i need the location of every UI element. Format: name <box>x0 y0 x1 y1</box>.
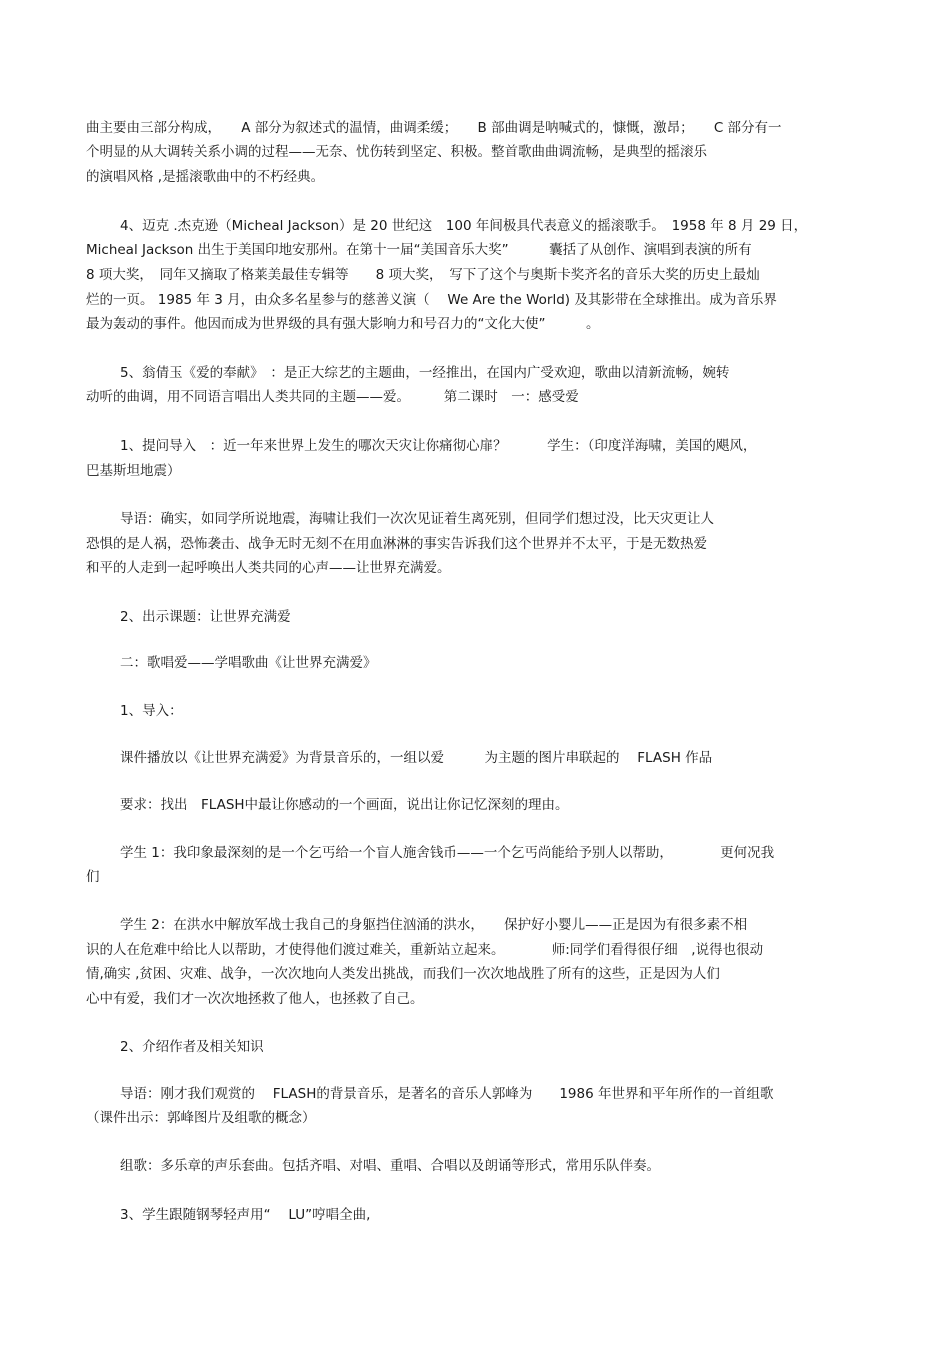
text-line: 动听的曲调，用不同语言唱出人类共同的主题——爱。 第二课时 一：感受爱 <box>86 389 579 405</box>
text-line: 的演唱风格 ,是摇滚歌曲中的不朽经典。 <box>86 169 325 185</box>
text-line: 1、提问导入 ：近一年来世界上发生的哪次天灾让你痛彻心扉？ 学生：（印度洋海啸，美国的飓风， <box>120 438 757 454</box>
text-line: 们 <box>86 869 100 885</box>
text-line: 8 项大奖， 同年又摘取了格莱美最佳专辑等 8 项大奖， 写下了这个与奥斯卡奖齐名的音乐大奖的历史上最灿 <box>86 267 760 283</box>
text-line: 学生 1：我印象最深刻的是一个乞丐给一个盲人施舍钱币——一个乞丐尚能给予别人以帮助， 更何况我 <box>120 845 775 861</box>
text-line: 导语：确实，如同学所说地震，海啸让我们一次次见证着生离死别，但同学们想过没，比天灾更让人 <box>120 511 714 527</box>
text-line: Micheal Jackson 出生于美国印地安那州。在第十一届“美国音乐大奖” 囊括了从创作、演唱到表演的所有 <box>86 242 752 258</box>
text-line: 曲主要由三部分构成， A 部分为叙述式的温情，曲调柔缓； B 部曲调是呐喊式的，慷慨，激昂； C 部分有一 <box>86 120 782 136</box>
text-line: 2、出示课题：让世界充满爱 <box>120 609 291 625</box>
text-line: 组歌：多乐章的声乐套曲。包括齐唱、对唱、重唱、合唱以及朗诵等形式，常用乐队伴奏。 <box>120 1158 660 1174</box>
text-line: 4、迈克 .杰克逊（Micheal Jackson）是 20 世纪这 100 年间极具代表意义的摇滚歌手。 1958 年 8 月 29 日， <box>120 218 808 234</box>
text-line: 学生 2：在洪水中解放军战士我自己的身躯挡住汹涌的洪水， 保护好小婴儿——正是因为有很多素不相 <box>120 917 748 933</box>
text-line: 3、学生跟随钢琴轻声用“ LU”哼唱全曲, <box>120 1207 371 1223</box>
text-line: 导语：刚才我们观赏的 FLASH的背景音乐，是著名的音乐人郭峰为 1986 年世界和平年所作的一首组歌 <box>120 1086 774 1102</box>
text-line: 课件播放以《让世界充满爱》为背景音乐的，一组以爱 为主题的图片串联起的 FLASH 作品 <box>120 750 713 766</box>
text-line: 1、导入： <box>120 703 183 719</box>
text-line: 5、翁倩玉《爱的奉献》 ：是正大综艺的主题曲，一经推出，在国内广受欢迎，歌曲以清新流畅，婉转 <box>120 365 730 381</box>
text-line: 心中有爱，我们才一次次地拯救了他人，也拯救了自己。 <box>86 991 424 1007</box>
text-line: 烂的一页。 1985 年 3 月，由众多名星参与的慈善义演（ We Are the World) 及其影带在全球推出。成为音乐界 <box>86 292 777 308</box>
text-line: 二：歌唱爱——学唱歌曲《让世界充满爱》 <box>120 655 377 671</box>
text-line: 识的人在危难中给比人以帮助，才使得他们渡过难关，重新站立起来。 师:同学们看得很仔细 ,说得也很动 <box>86 942 764 958</box>
text-line: 巴基斯坦地震） <box>86 463 181 479</box>
text-line: （课件出示：郭峰图片及组歌的概念） <box>86 1110 316 1126</box>
text-line: 和平的人走到一起呼唤出人类共同的心声——让世界充满爱。 <box>86 560 451 576</box>
text-line: 最为轰动的事件。他因而成为世界级的具有强大影响力和号召力的“文化大使” 。 <box>86 316 600 332</box>
text-line: 情,确实 ,贫困、灾难、战争，一次次地向人类发出挑战，而我们一次次地战胜了所有的这些，正是因为人们 <box>86 966 720 982</box>
text-line: 个明显的从大调转关系小调的过程——无奈、忧伤转到坚定、积极。整首歌曲曲调流畅，是典型的摇滚乐 <box>86 144 707 160</box>
text-line: 要求：找出 FLASH中最让你感动的一个画面，说出让你记忆深刻的理由。 <box>120 797 569 813</box>
text-line: 2、介绍作者及相关知识 <box>120 1039 264 1055</box>
text-line: 恐惧的是人祸，恐怖袭击、战争无时无刻不在用血淋淋的事实告诉我们这个世界并不太平，于是无数热爱 <box>86 536 707 552</box>
